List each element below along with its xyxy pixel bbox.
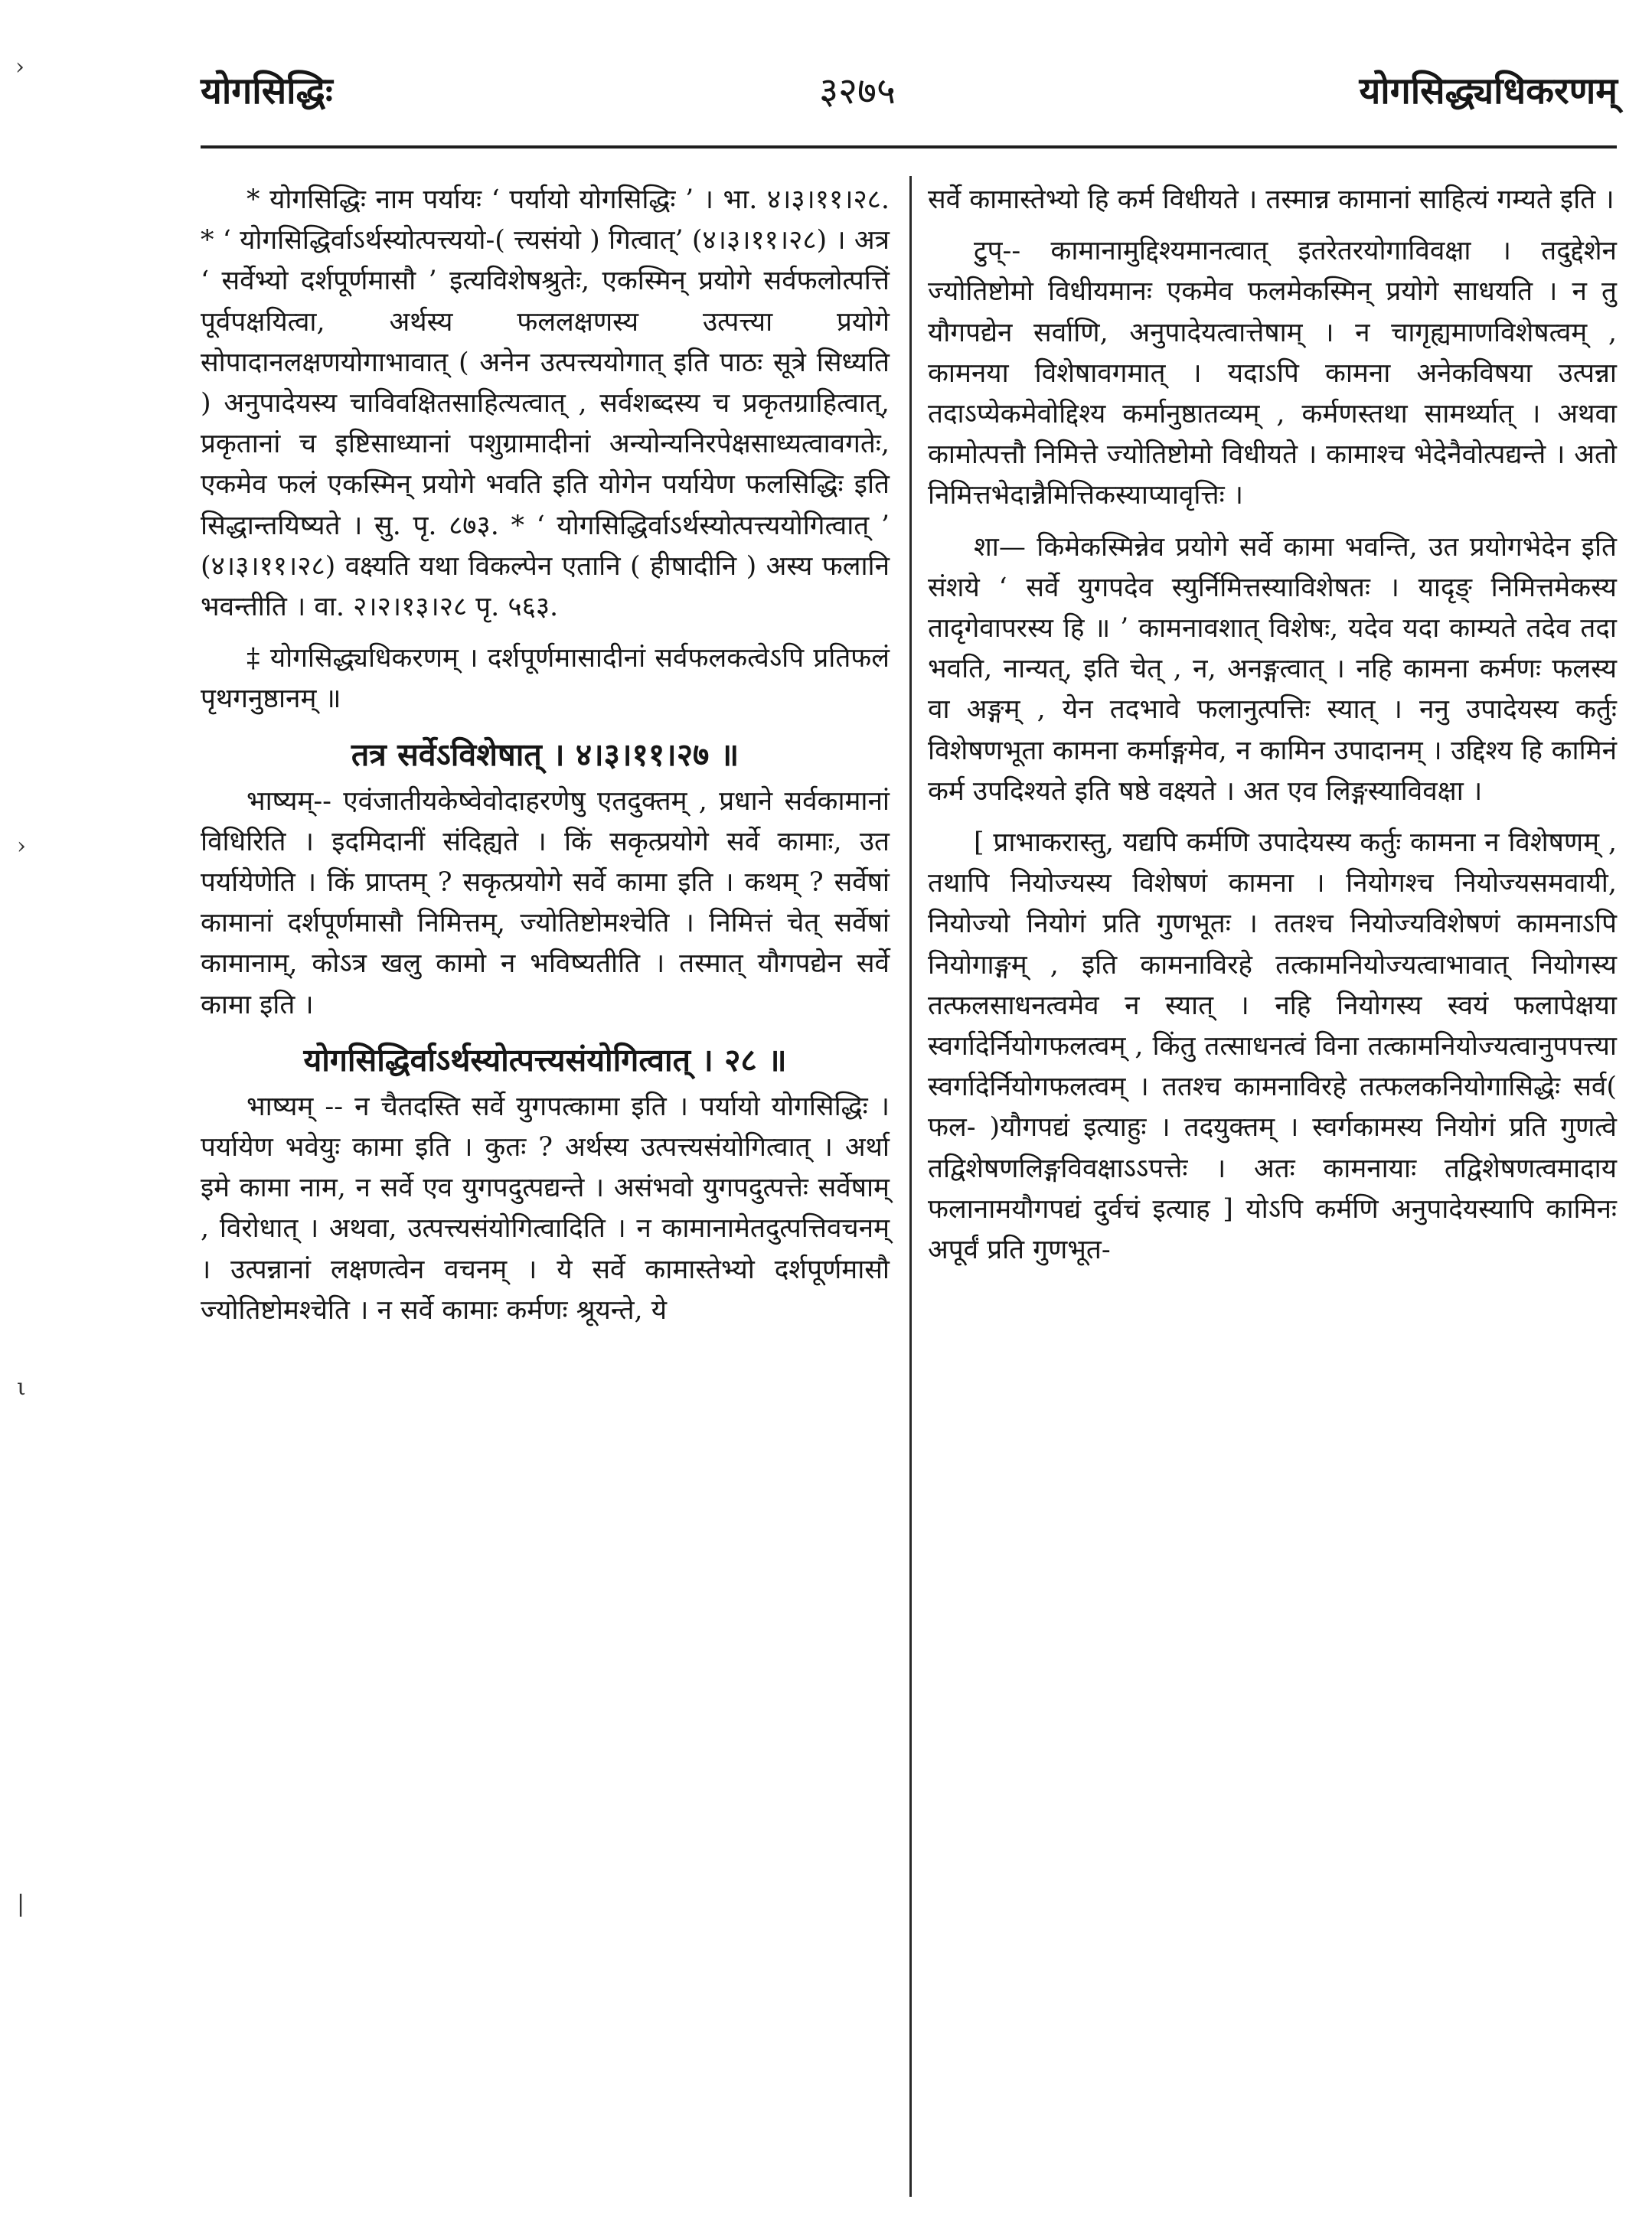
running-header-left: योगसिद्धिः [201, 70, 333, 113]
margin-mark: › [17, 833, 26, 860]
column-divider [909, 176, 912, 2197]
margin-mark: ι [17, 1374, 26, 1401]
adhikarana-heading: ‡ योगसिद्ध्यधिकरणम् । दर्शपूर्णमासादीनां सर्वफलकत्वेऽपि प्रतिफलं पृथगनुष्ठानम् ॥ [201, 643, 890, 715]
sutra-27: तत्र सर्वेऽविशेषात् । ४।३।११।२७ ॥ [351, 736, 739, 773]
shastradipika-paragraph: शा— किमेकस्मिन्नेव प्रयोगे सर्वे कामा भवन्ति, उत प्रयोगभेदेन इति संशये ‘ सर्वे युगपदेव स्युर्निमित्तस्याविशेषतः । यादृङ् निमित्तमेकस्य तादृगेवापरस्य हि ॥ ’ कामनावशात् विशेषः, यदेव यदा काम्यते तदेव तदा भवति, नान्यत्, इति चेत् , न, अनङ्गत्वात् । नहि कामना कर्मणः फलस्य वा अङ्गम् , येन तदभावे फलानुत्पत्तिः स्यात् । ननु उपादेयस्य कर्तुः विशेषणभूता कामना कर्माङ्गमेव, न कामिन उपादानम् । उद्दिश्य हि कामिनं कर्म उपदिश्यते इति षष्ठे वक्ष्यते । अत एव लिङ्गस्याविवक्षा । [928, 531, 1617, 807]
header-rule [201, 145, 1617, 148]
prabhakara-paragraph: [ प्राभाकरास्तु, यद्यपि कर्मणि उपादेयस्य कर्तुः कामना न विशेषणम् , तथापि नियोज्यस्य विशेषणं कामना । नियोगश्च नियोज्यसमवायी, नियोज्यो नियोगं प्रति गुणभूतः । ततश्च नियोज्यविशेषणं कामनाऽपि नियोगाङ्गम् , इति कामनाविरहे तत्कामनियोज्यत्वाभावात् नियोगस्य तत्फलसाधनत्वमेव न स्यात् । नहि नियोगस्य स्वयं फलापेक्षया स्वर्गादेर्नियोगफलत्वम् , किंतु तत्साधनत्वं विना तत्कामनियोज्यत्वानुपपत्त्या स्वर्गादेर्नियोगफलत्वम् । ततश्च कामनाविरहे तत्फलकनियोगासिद्धेः सर्व( फल- )यौगपद्यं इत्याहुः । तदयुक्तम् । स्वर्गकामस्य नियोगं प्रति गुणत्वे तद्विशेषणलिङ्गविवक्षाऽऽपत्तेः । अतः कामनायाः तद्विशेषणत्वमादाय फलानामयौगपद्यं दुर्वचं इत्याह ] योऽपि कर्मणि अनुपादेयस्यापि कामिनः अपूर्वं प्रति गुणभूत- [928, 827, 1617, 1266]
sutra-28: योगसिद्धिर्वाऽर्थस्योत्पत्त्यसंयोगित्वात् । २८ ॥ [303, 1041, 787, 1078]
margin-mark: | [17, 1891, 25, 1917]
page-number: ३२७५ [819, 70, 896, 113]
margin-mark: › [15, 54, 24, 80]
left-column [201, 180, 890, 1331]
bhashya-continuation: सर्वे कामास्तेभ्यो हि कर्म विधीयते । तस्मान्न कामानां साहित्यं गम्यते इति । [928, 184, 1614, 215]
running-header-right: योगसिद्ध्यधिकरणम् [1359, 70, 1618, 113]
right-column [928, 180, 1617, 1271]
bhashya-paragraph: भाष्यम्-- एवंजातीयकेष्वेवोदाहरणेषु एतदुक्तम् , प्रधाने सर्वकामानां विधिरिति । इदमिदानीं संदिह्यते । किं सकृत्प्रयोगे सर्वे कामाः, उत पर्यायेणेति । किं प्राप्तम् ? सकृत्प्रयोगे सर्वे कामा इति । कथम् ? सर्वेषां कामानां दर्शपूर्णमासौ निमित्तम्, ज्योतिष्टोमश्चेति । निमित्तं चेत् सर्वेषां कामानाम्, कोऽत्र खलु कामो न भविष्यतीति । तस्मात् यौगपद्येन सर्वे कामा इति । [201, 785, 890, 1020]
bhashya-paragraph: भाष्यम् -- न चैतदस्ति सर्वे युगपत्कामा इति । पर्यायो योगसिद्धिः । पर्यायेण भवेयुः कामा इति । कुतः ? अर्थस्य उत्पत्त्यसंयोगित्वात् । अर्था इमे कामा नाम, न सर्वे एव युगपदुत्पद्यन्ते । असंभवो युगपदुत्पत्तेः सर्वेषाम् , विरोधात् । अथवा, उत्पत्त्यसंयोगित्वादिति । न कामानामेतदुत्पत्तिवचनम् । उत्पन्नानां लक्षणत्वेन वचनम् । ये सर्वे कामास्तेभ्यो दर्शपूर्णमासौ ज्योतिष्टोमश्चेति । न सर्वे कामाः कर्मणः श्रूयन्ते, ये [201, 1091, 890, 1326]
tuptika-paragraph: टुप्-- कामानामुद्दिश्यमानत्वात् इतरेतरयोगाविवक्षा । तदुद्देशेन ज्योतिष्टोमो विधीयमानः एकमेव फलमेकस्मिन् प्रयोगे साधयति । न तु यौगपद्येन सर्वाणि, अनुपादेयत्वात्तेषाम् । न चागृह्यमाणविशेषत्वम् , कामनया विशेषावगमात् । यदाऽपि कामना अनेकविषया उत्पन्ना तदाऽप्येकमेवोद्दिश्य कर्मानुष्ठातव्यम् , कर्मणस्तथा सामर्थ्यात् । अथवा कामोत्पत्तौ निमित्ते ज्योतिष्टोमो विधीयते । कामाश्च भेदेनैवोत्पद्यन्ते । अतो निमित्तभेदान्नैमित्तिकस्याप्यावृत्तिः । [928, 236, 1617, 511]
footnote-paragraph: * योगसिद्धिः नाम पर्यायः ‘ पर्यायो योगसिद्धिः ’ । भा. ४।३।११।२८. * ‘ योगसिद्धिर्वाऽर्थस्योत्पत्त्ययो-( त्त्यसंयो ) गित्वात्’ (४।३।११।२८) । अत्र ‘ सर्वेभ्यो दर्शपूर्णमासौ ’ इत्यविशेषश्रुतेः, एकस्मिन् प्रयोगे सर्वफलोत्पत्तिं पूर्वपक्षयित्वा, अर्थस्य फललक्षणस्य उत्पत्त्या प्रयोगे सोपादानलक्षणयोगाभावात् ( अनेन उत्पत्त्ययोगात् इति पाठः सूत्रे सिध्यति ) अनुपादेयस्य चाविवक्षितसाहित्यत्वात् , सर्वशब्दस्य च प्रकृतग्राहित्वात्, प्रकृतानां च इष्टिसाध्यानां पशुग्रामादीनां अन्योन्यनिरपेक्षसाध्यत्वावगतेः, एकमेव फलं एकस्मिन् प्रयोगे भवति इति योगेन पर्यायेण फलसिद्धिः इति सिद्धान्तयिष्यते । सु. पृ. ८७३. * ‘ योगसिद्धिर्वाऽर्थस्योत्पत्त्ययोगित्वात् ’ (४।३।११।२८) वक्ष्यति यथा विकल्पेन एतानि ( हीषादीनि ) अस्य फलानि भवन्तीति । वा. २।२।१३।२८ पृ. ५६३. [201, 184, 890, 623]
